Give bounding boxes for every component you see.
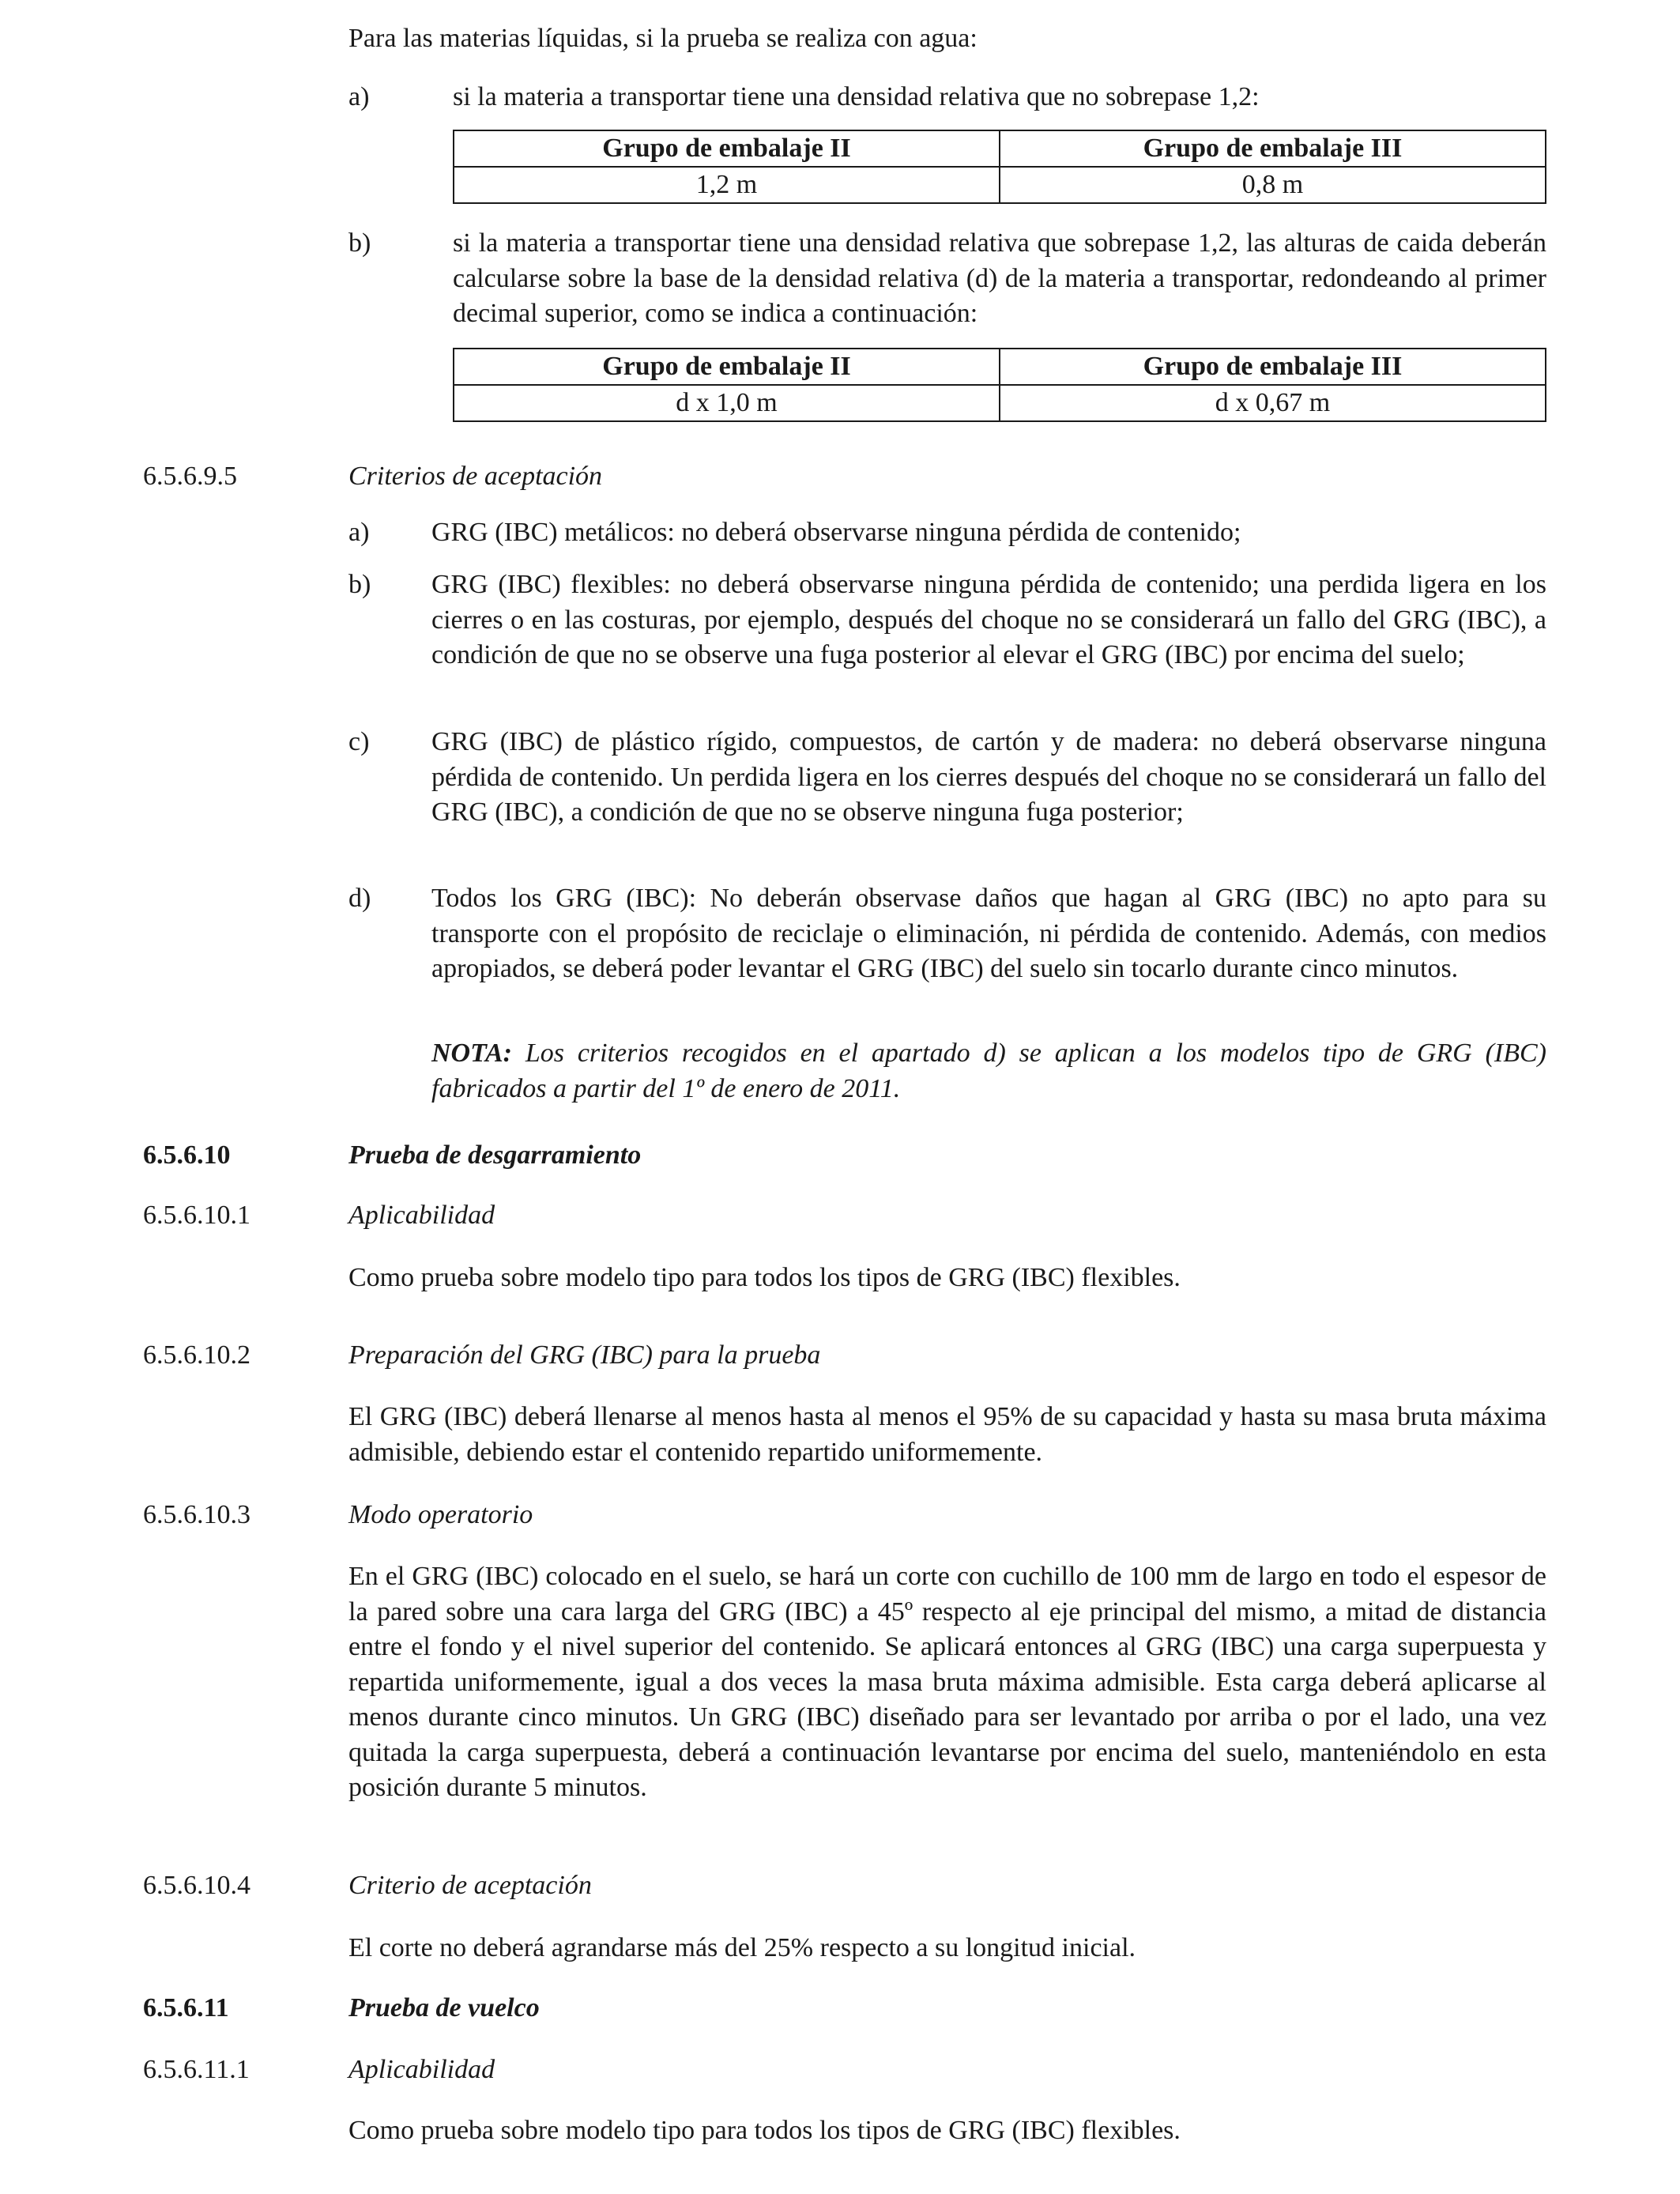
criterion-a-text: GRG (IBC) metálicos: no deberá observarse ninguna pérdida de contenido; (431, 518, 1241, 547)
section-number-6-5-6-10-3: 6.5.6.10.3 (143, 1500, 250, 1529)
criterion-d-text: Todos los GRG (IBC): No deberán observase daños que hagan al GRG (IBC) no apto para su transporte con el propósito de reciclaje o eliminación, ni pérdida de contenido. Además, con medios apropiados, se deberá poder levantar el GRG (IBC) del suelo sin tocarlo durante cinco minutos. (431, 884, 1546, 983)
case-b-text: si la materia a transportar tiene una densidad relativa que sobrepase 1,2, las alturas de caida deberán calcularse sobre la base de la densidad relativa (d) de la materia a transportar, redondeando al primer decimal superior, como se indica a continuación: (453, 228, 1546, 328)
table-b-value-iii: d x 0,67 m (1000, 385, 1546, 421)
case-a-text: si la materia a transportar tiene una densidad relativa que no sobrepase 1,2: (453, 82, 1260, 111)
table-b-header-ii: Grupo de embalaje II (454, 349, 1000, 385)
table-a-value-ii: 1,2 m (454, 167, 1000, 203)
section-title-criterios: Criterios de aceptación (348, 462, 603, 491)
section-number-6-5-6-9-5: 6.5.6.9.5 (143, 462, 237, 491)
criterion-c-text: GRG (IBC) de plástico rígido, compuestos, de cartón y de madera: no deberá observarse ninguna pérdida de contenido. Un perdida ligera en los cierres después del choque no se considerará un fallo del GRG (IBC), a condición de que no se observe ninguna fuga posterior; (431, 727, 1546, 827)
section-number-6-5-6-10-4: 6.5.6.10.4 (143, 1871, 250, 1900)
table-a-header-iii: Grupo de embalaje III (1000, 130, 1546, 167)
note-paragraph (431, 1036, 1546, 1106)
section-number-6-5-6-11: 6.5.6.11 (143, 1993, 229, 2022)
case-a-label: a) (348, 82, 370, 111)
drop-height-table-a (453, 130, 1546, 204)
aplicabilidad-2-text: Como prueba sobre modelo tipo para todos los tipos de GRG (IBC) flexibles. (348, 2116, 1181, 2145)
section-title-vuelco: Prueba de vuelco (348, 1993, 540, 2022)
case-b-label: b) (348, 228, 371, 258)
criterion-a-label: a) (348, 518, 370, 547)
section-title-modo-operatorio: Modo operatorio (348, 1500, 533, 1529)
intro-paragraph: Para las materias líquidas, si la prueba se realiza con agua: (348, 24, 977, 53)
table-b-header-iii: Grupo de embalaje III (1000, 349, 1546, 385)
table-b-value-ii: d x 1,0 m (454, 385, 1000, 421)
section-number-6-5-6-11-1: 6.5.6.11.1 (143, 2055, 250, 2084)
criterion-b-text: GRG (IBC) flexibles: no deberá observarse ninguna pérdida de contenido; una perdida ligera en los cierres o en las costuras, por ejemplo, después del choque no se considerará un fallo del GRG (IBC), a condición de que no se observe una fuga posterior al elevar el GRG (IBC) por encima del suelo; (431, 570, 1546, 669)
note-label: NOTA: (431, 1039, 512, 1068)
section-number-6-5-6-10: 6.5.6.10 (143, 1140, 231, 1170)
section-number-6-5-6-10-2: 6.5.6.10.2 (143, 1340, 250, 1370)
note-text: Los criterios recogidos en el apartado d) se aplican a los modelos tipo de GRG (IBC) fabricados a partir del 1º de enero de 2011. (431, 1039, 1546, 1103)
criterio-text: El corte no deberá agrandarse más del 25% respecto a su longitud inicial. (348, 1933, 1136, 1962)
section-title-desgarramiento: Prueba de desgarramiento (348, 1140, 642, 1170)
table-a-header-ii: Grupo de embalaje II (454, 130, 1000, 167)
section-title-aplicabilidad-2: Aplicabilidad (348, 2055, 495, 2084)
criterion-d-label: d) (348, 884, 371, 913)
section-number-6-5-6-10-1: 6.5.6.10.1 (143, 1201, 250, 1230)
section-title-preparacion: Preparación del GRG (IBC) para la prueba (348, 1340, 821, 1370)
modo-operatorio-text: En el GRG (IBC) colocado en el suelo, se hará un corte con cuchillo de 100 mm de largo en todo el espesor de la pared sobre una cara larga del GRG (IBC) a 45º respecto al eje principal del mismo, a mitad de distancia entre el fondo y el nivel superior del contenido. Se aplicará entonces al GRG (IBC) una carga superpuesta y repartida uniformemente, igual a dos veces la masa bruta máxima admisible. Esta carga deberá aplicarse al menos durante cinco minutos. Un GRG (IBC) diseñado para ser levantado por arriba o por el lado, una vez quitada la carga superpuesta, deberá a continuación levantarse por encima del suelo, manteniéndolo en esta posición durante 5 minutos. (348, 1562, 1546, 1802)
section-title-criterio: Criterio de aceptación (348, 1871, 592, 1900)
preparacion-text: El GRG (IBC) deberá llenarse al menos hasta al menos el 95% de su capacidad y hasta su masa bruta máxima admisible, debiendo estar el contenido repartido uniformemente. (348, 1402, 1546, 1467)
criterion-b-label: b) (348, 570, 371, 599)
criterion-c-label: c) (348, 727, 370, 756)
table-a-value-iii: 0,8 m (1000, 167, 1546, 203)
aplicabilidad-text: Como prueba sobre modelo tipo para todos los tipos de GRG (IBC) flexibles. (348, 1263, 1181, 1292)
section-title-aplicabilidad: Aplicabilidad (348, 1201, 495, 1230)
drop-height-table-b (453, 348, 1546, 422)
